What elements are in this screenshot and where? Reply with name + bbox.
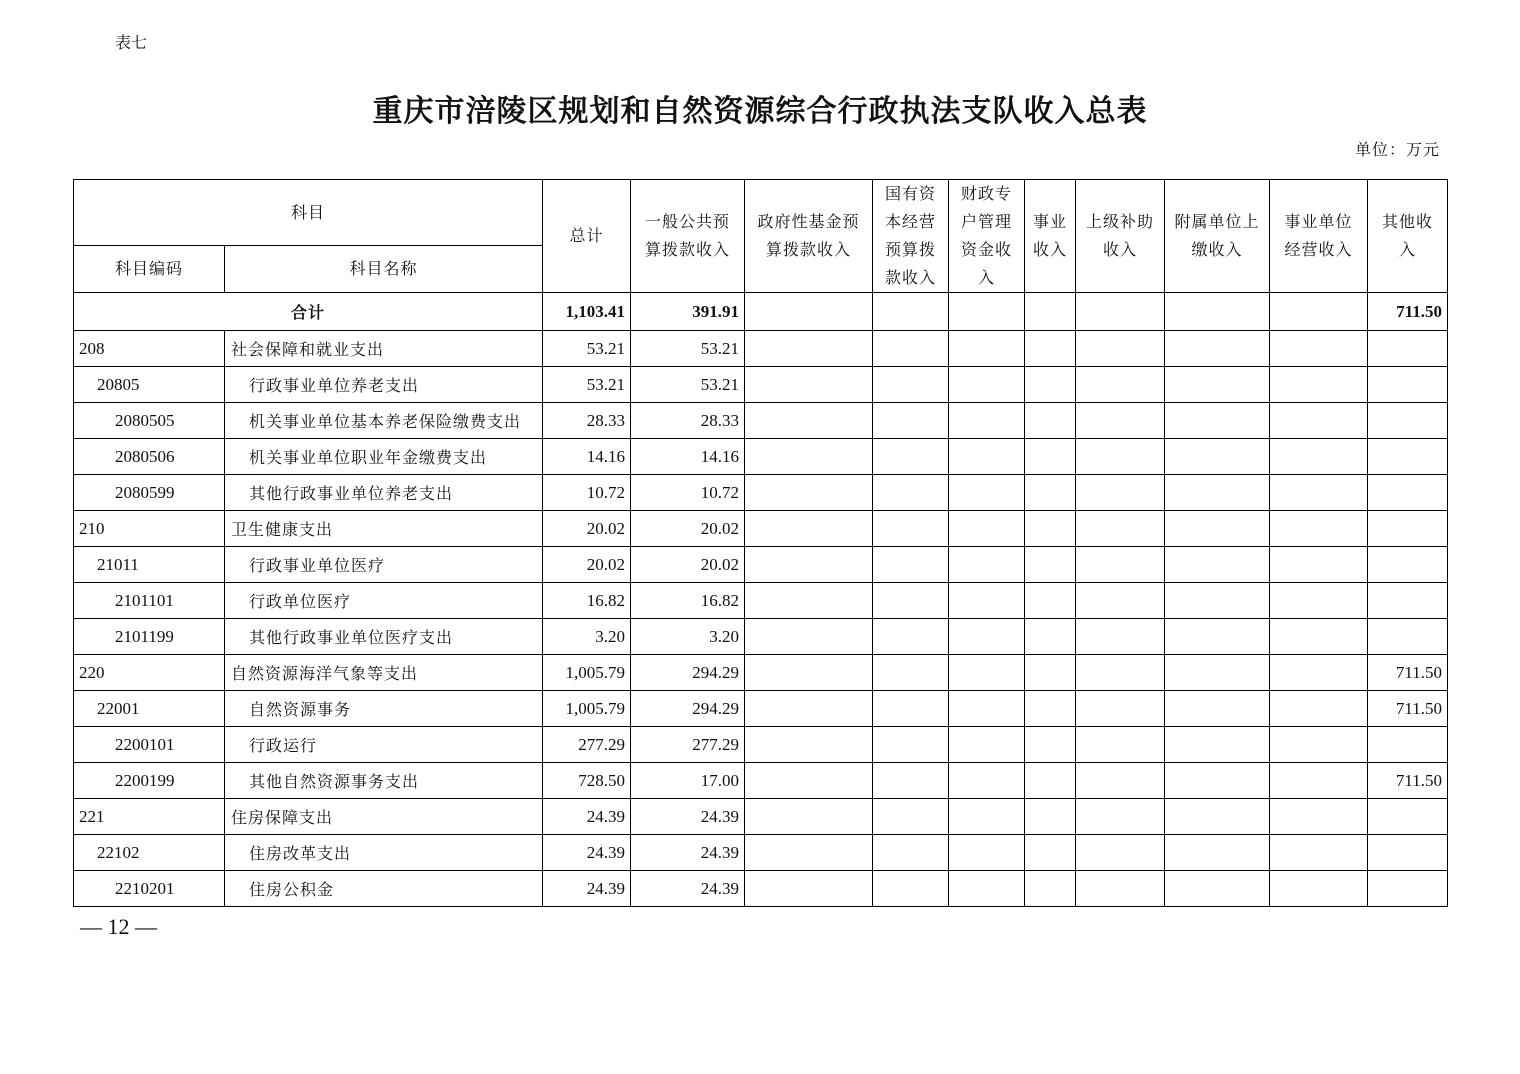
- row-business: [1025, 727, 1076, 763]
- row-state-capital: [873, 655, 949, 691]
- row-name: 自然资源事务: [225, 691, 543, 727]
- row-total: 20.02: [543, 547, 631, 583]
- row-gov-fund: [745, 763, 873, 799]
- row-fiscal-special: [949, 835, 1025, 871]
- row-other: [1368, 439, 1448, 475]
- table-row: [74, 367, 1448, 403]
- row-fiscal-special: [949, 763, 1025, 799]
- row-fiscal-special: [949, 547, 1025, 583]
- table-row: [74, 763, 1448, 799]
- row-operating: [1270, 799, 1368, 835]
- row-affiliated: [1165, 871, 1270, 907]
- row-code: 2200199: [74, 763, 225, 799]
- row-affiliated: [1165, 763, 1270, 799]
- row-superior-subsidy: [1076, 871, 1165, 907]
- row-affiliated: [1165, 691, 1270, 727]
- row-other: [1368, 511, 1448, 547]
- row-state-capital: [873, 835, 949, 871]
- row-operating: [1270, 367, 1368, 403]
- row-state-capital: [873, 799, 949, 835]
- row-code: 2080506: [74, 439, 225, 475]
- row-business: [1025, 403, 1076, 439]
- total-affiliated: [1165, 293, 1270, 331]
- total-gov-fund: [745, 293, 873, 331]
- row-superior-subsidy: [1076, 367, 1165, 403]
- row-code: 20805: [74, 367, 225, 403]
- total-superior-subsidy: [1076, 293, 1165, 331]
- income-summary-table: [73, 179, 1448, 907]
- row-code: 2080599: [74, 475, 225, 511]
- row-state-capital: [873, 403, 949, 439]
- row-total: 24.39: [543, 835, 631, 871]
- total-fiscal-special: [949, 293, 1025, 331]
- row-gov-fund: [745, 403, 873, 439]
- row-operating: [1270, 871, 1368, 907]
- row-total: 728.50: [543, 763, 631, 799]
- row-business: [1025, 835, 1076, 871]
- row-total: 20.02: [543, 511, 631, 547]
- row-total: 53.21: [543, 331, 631, 367]
- row-operating: [1270, 835, 1368, 871]
- row-code: 2101101: [74, 583, 225, 619]
- row-affiliated: [1165, 799, 1270, 835]
- row-total: 16.82: [543, 583, 631, 619]
- row-state-capital: [873, 475, 949, 511]
- total-label: 合计: [74, 293, 543, 331]
- row-superior-subsidy: [1076, 439, 1165, 475]
- row-name: 住房改革支出: [225, 835, 543, 871]
- row-gov-fund: [745, 475, 873, 511]
- row-code: 2101199: [74, 619, 225, 655]
- table-row: [74, 475, 1448, 511]
- row-superior-subsidy: [1076, 619, 1165, 655]
- row-superior-subsidy: [1076, 763, 1165, 799]
- page-title: 重庆市涪陵区规划和自然资源综合行政执法支队收入总表: [372, 94, 1148, 129]
- row-fiscal-special: [949, 655, 1025, 691]
- row-code: 210: [74, 511, 225, 547]
- table-row: [74, 835, 1448, 871]
- unit-label: 单位：万元: [1354, 140, 1440, 159]
- header-gov-fund: 政府性基金预算拨款收入: [745, 180, 873, 293]
- row-code: 2200101: [74, 727, 225, 763]
- row-code: 2080505: [74, 403, 225, 439]
- row-gov-fund: [745, 799, 873, 835]
- row-state-capital: [873, 439, 949, 475]
- row-gov-fund: [745, 583, 873, 619]
- row-general-budget: 294.29: [631, 691, 745, 727]
- header-general-budget: 一般公共预算拨款收入: [631, 180, 745, 293]
- row-code: 22102: [74, 835, 225, 871]
- row-code: 22001: [74, 691, 225, 727]
- row-affiliated: [1165, 547, 1270, 583]
- row-fiscal-special: [949, 799, 1025, 835]
- row-state-capital: [873, 583, 949, 619]
- row-operating: [1270, 655, 1368, 691]
- row-total: 28.33: [543, 403, 631, 439]
- row-name: 自然资源海洋气象等支出: [225, 655, 543, 691]
- total-row: [74, 293, 1448, 331]
- row-fiscal-special: [949, 871, 1025, 907]
- row-name: 行政单位医疗: [225, 583, 543, 619]
- total-other: 711.50: [1368, 293, 1448, 331]
- row-other: [1368, 835, 1448, 871]
- row-name: 机关事业单位基本养老保险缴费支出: [225, 403, 543, 439]
- row-gov-fund: [745, 511, 873, 547]
- row-business: [1025, 583, 1076, 619]
- row-business: [1025, 619, 1076, 655]
- row-name: 住房公积金: [225, 871, 543, 907]
- row-general-budget: 53.21: [631, 331, 745, 367]
- row-gov-fund: [745, 331, 873, 367]
- row-superior-subsidy: [1076, 475, 1165, 511]
- row-gov-fund: [745, 727, 873, 763]
- row-code: 2210201: [74, 871, 225, 907]
- header-business: 事业收入: [1025, 180, 1076, 293]
- header-operating: 事业单位经营收入: [1270, 180, 1368, 293]
- row-fiscal-special: [949, 619, 1025, 655]
- row-superior-subsidy: [1076, 331, 1165, 367]
- row-general-budget: 14.16: [631, 439, 745, 475]
- row-superior-subsidy: [1076, 547, 1165, 583]
- row-state-capital: [873, 367, 949, 403]
- table-row: [74, 583, 1448, 619]
- row-fiscal-special: [949, 439, 1025, 475]
- row-other: 711.50: [1368, 763, 1448, 799]
- row-state-capital: [873, 691, 949, 727]
- row-other: [1368, 727, 1448, 763]
- row-affiliated: [1165, 583, 1270, 619]
- table-row: [74, 655, 1448, 691]
- row-state-capital: [873, 547, 949, 583]
- header-other: 其他收入: [1368, 180, 1448, 293]
- row-code: 220: [74, 655, 225, 691]
- total-state-capital: [873, 293, 949, 331]
- total-operating: [1270, 293, 1368, 331]
- row-code: 208: [74, 331, 225, 367]
- row-superior-subsidy: [1076, 835, 1165, 871]
- row-total: 3.20: [543, 619, 631, 655]
- row-fiscal-special: [949, 727, 1025, 763]
- row-fiscal-special: [949, 331, 1025, 367]
- row-superior-subsidy: [1076, 691, 1165, 727]
- row-operating: [1270, 763, 1368, 799]
- row-business: [1025, 763, 1076, 799]
- header-fiscal-special: 财政专户管理资金收入: [949, 180, 1025, 293]
- row-total: 10.72: [543, 475, 631, 511]
- table-row: [74, 727, 1448, 763]
- row-fiscal-special: [949, 475, 1025, 511]
- row-business: [1025, 439, 1076, 475]
- row-gov-fund: [745, 655, 873, 691]
- row-fiscal-special: [949, 511, 1025, 547]
- row-operating: [1270, 691, 1368, 727]
- row-name: 社会保障和就业支出: [225, 331, 543, 367]
- row-other: [1368, 583, 1448, 619]
- row-affiliated: [1165, 403, 1270, 439]
- table-row: [74, 547, 1448, 583]
- table-row: [74, 691, 1448, 727]
- row-state-capital: [873, 871, 949, 907]
- row-affiliated: [1165, 655, 1270, 691]
- row-state-capital: [873, 763, 949, 799]
- row-code: 221: [74, 799, 225, 835]
- row-affiliated: [1165, 475, 1270, 511]
- row-other: [1368, 619, 1448, 655]
- row-affiliated: [1165, 727, 1270, 763]
- row-business: [1025, 547, 1076, 583]
- row-superior-subsidy: [1076, 403, 1165, 439]
- row-other: [1368, 331, 1448, 367]
- header-code: 科目编码: [74, 246, 225, 293]
- row-operating: [1270, 547, 1368, 583]
- row-fiscal-special: [949, 367, 1025, 403]
- row-general-budget: 17.00: [631, 763, 745, 799]
- row-name: 卫生健康支出: [225, 511, 543, 547]
- row-general-budget: 24.39: [631, 871, 745, 907]
- row-general-budget: 16.82: [631, 583, 745, 619]
- total-total: 1,103.41: [543, 293, 631, 331]
- row-other: [1368, 403, 1448, 439]
- header-superior-subsidy: 上级补助收入: [1076, 180, 1165, 293]
- row-operating: [1270, 727, 1368, 763]
- row-general-budget: 10.72: [631, 475, 745, 511]
- row-state-capital: [873, 511, 949, 547]
- header-state-capital: 国有资本经营预算拨款收入: [873, 180, 949, 293]
- row-affiliated: [1165, 835, 1270, 871]
- row-general-budget: 28.33: [631, 403, 745, 439]
- row-name: 行政事业单位医疗: [225, 547, 543, 583]
- row-other: 711.50: [1368, 691, 1448, 727]
- row-operating: [1270, 331, 1368, 367]
- row-gov-fund: [745, 619, 873, 655]
- row-other: [1368, 547, 1448, 583]
- row-fiscal-special: [949, 403, 1025, 439]
- row-general-budget: 277.29: [631, 727, 745, 763]
- table-row: [74, 439, 1448, 475]
- row-operating: [1270, 475, 1368, 511]
- row-affiliated: [1165, 331, 1270, 367]
- row-gov-fund: [745, 871, 873, 907]
- row-affiliated: [1165, 367, 1270, 403]
- row-name: 住房保障支出: [225, 799, 543, 835]
- table-row: [74, 511, 1448, 547]
- row-general-budget: 24.39: [631, 799, 745, 835]
- header-total: 总计: [543, 180, 631, 293]
- header-subject: 科目: [74, 180, 543, 246]
- row-affiliated: [1165, 619, 1270, 655]
- row-name: 行政事业单位养老支出: [225, 367, 543, 403]
- table-row: [74, 799, 1448, 835]
- row-operating: [1270, 583, 1368, 619]
- row-name: 机关事业单位职业年金缴费支出: [225, 439, 543, 475]
- row-superior-subsidy: [1076, 799, 1165, 835]
- row-total: 1,005.79: [543, 691, 631, 727]
- table-row: [74, 403, 1448, 439]
- row-name: 行政运行: [225, 727, 543, 763]
- row-other: [1368, 367, 1448, 403]
- row-business: [1025, 799, 1076, 835]
- row-general-budget: 3.20: [631, 619, 745, 655]
- row-business: [1025, 511, 1076, 547]
- row-other: [1368, 475, 1448, 511]
- total-business: [1025, 293, 1076, 331]
- row-other: 711.50: [1368, 655, 1448, 691]
- row-affiliated: [1165, 439, 1270, 475]
- row-total: 53.21: [543, 367, 631, 403]
- row-code: 21011: [74, 547, 225, 583]
- row-gov-fund: [745, 691, 873, 727]
- row-state-capital: [873, 331, 949, 367]
- row-name: 其他行政事业单位养老支出: [225, 475, 543, 511]
- row-gov-fund: [745, 547, 873, 583]
- row-total: 24.39: [543, 871, 631, 907]
- row-operating: [1270, 511, 1368, 547]
- total-general-budget: 391.91: [631, 293, 745, 331]
- row-operating: [1270, 439, 1368, 475]
- row-total: 1,005.79: [543, 655, 631, 691]
- row-superior-subsidy: [1076, 655, 1165, 691]
- row-other: [1368, 799, 1448, 835]
- row-general-budget: 294.29: [631, 655, 745, 691]
- row-other: [1368, 871, 1448, 907]
- row-total: 14.16: [543, 439, 631, 475]
- table-row: [74, 619, 1448, 655]
- header-name: 科目名称: [225, 246, 543, 293]
- row-state-capital: [873, 727, 949, 763]
- row-fiscal-special: [949, 583, 1025, 619]
- row-operating: [1270, 619, 1368, 655]
- row-fiscal-special: [949, 691, 1025, 727]
- row-affiliated: [1165, 511, 1270, 547]
- table-label: 表七: [115, 33, 148, 52]
- page-number: — 12 —: [80, 914, 157, 939]
- row-name: 其他自然资源事务支出: [225, 763, 543, 799]
- row-business: [1025, 691, 1076, 727]
- row-gov-fund: [745, 367, 873, 403]
- row-total: 24.39: [543, 799, 631, 835]
- row-general-budget: 24.39: [631, 835, 745, 871]
- row-general-budget: 20.02: [631, 547, 745, 583]
- row-name: 其他行政事业单位医疗支出: [225, 619, 543, 655]
- row-business: [1025, 331, 1076, 367]
- row-general-budget: 53.21: [631, 367, 745, 403]
- row-business: [1025, 871, 1076, 907]
- row-business: [1025, 475, 1076, 511]
- row-business: [1025, 367, 1076, 403]
- row-superior-subsidy: [1076, 583, 1165, 619]
- row-state-capital: [873, 619, 949, 655]
- row-business: [1025, 655, 1076, 691]
- header-affiliated: 附属单位上缴收入: [1165, 180, 1270, 293]
- row-superior-subsidy: [1076, 727, 1165, 763]
- row-superior-subsidy: [1076, 511, 1165, 547]
- row-general-budget: 20.02: [631, 511, 745, 547]
- row-gov-fund: [745, 439, 873, 475]
- table-row: [74, 331, 1448, 367]
- row-gov-fund: [745, 835, 873, 871]
- row-operating: [1270, 403, 1368, 439]
- row-total: 277.29: [543, 727, 631, 763]
- table-row: [74, 871, 1448, 907]
